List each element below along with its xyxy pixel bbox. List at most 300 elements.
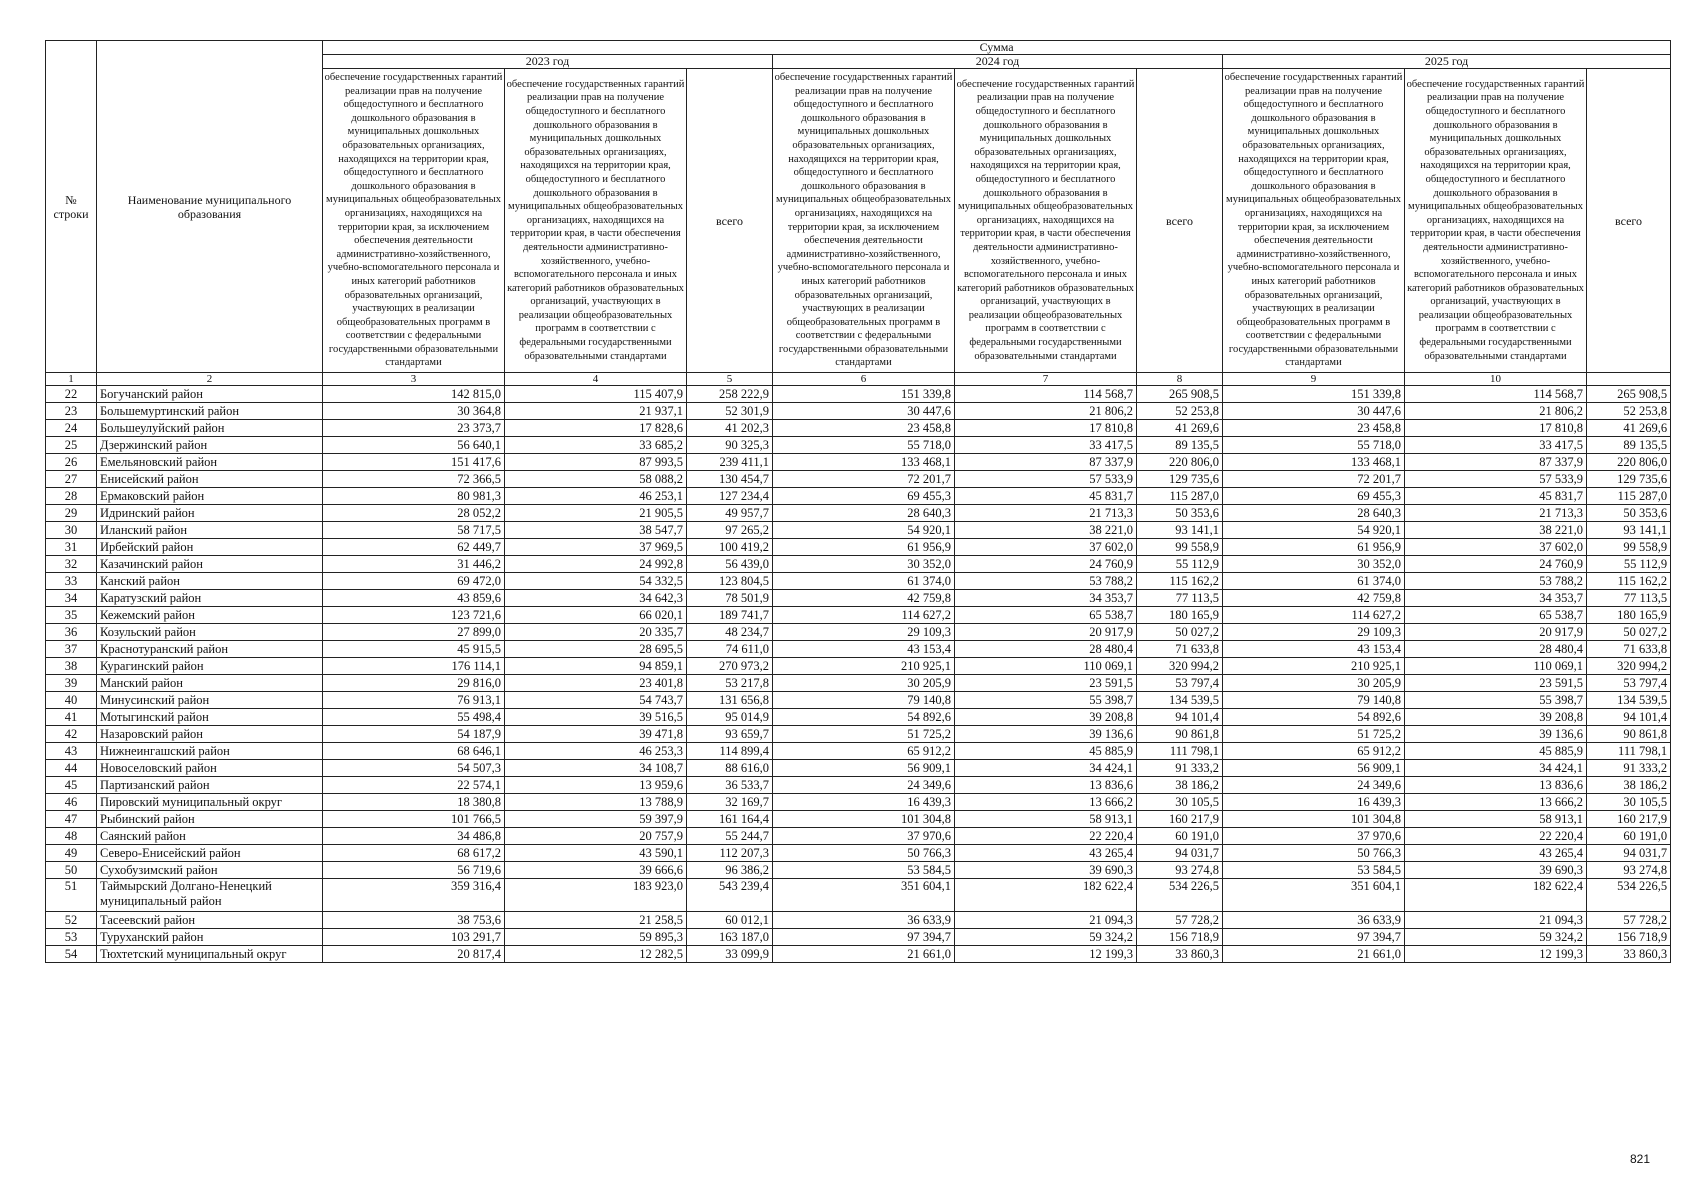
amount-cell: 37 970,6 xyxy=(1223,828,1405,845)
amount-cell: 59 895,3 xyxy=(505,929,687,946)
amount-cell: 28 640,3 xyxy=(773,505,955,522)
amount-cell: 161 164,4 xyxy=(687,811,773,828)
amount-cell: 77 113,5 xyxy=(1587,590,1671,607)
amount-cell: 50 353,6 xyxy=(1137,505,1223,522)
amount-cell: 33 685,2 xyxy=(505,437,687,454)
amount-cell: 37 970,6 xyxy=(773,828,955,845)
amount-cell: 39 136,6 xyxy=(1405,726,1587,743)
amount-cell: 22 574,1 xyxy=(323,777,505,794)
amount-cell: 39 666,6 xyxy=(505,862,687,879)
municipality-name: Козульский район xyxy=(97,624,323,641)
amount-cell: 127 234,4 xyxy=(687,488,773,505)
amount-cell: 23 591,5 xyxy=(955,675,1137,692)
amount-cell: 543 239,4 xyxy=(687,879,773,912)
amount-cell: 114 899,4 xyxy=(687,743,773,760)
amount-cell: 96 386,2 xyxy=(687,862,773,879)
amount-cell: 30 364,8 xyxy=(323,403,505,420)
amount-cell: 39 690,3 xyxy=(1405,862,1587,879)
amount-cell: 60 191,0 xyxy=(1137,828,1223,845)
amount-cell: 29 109,3 xyxy=(1223,624,1405,641)
amount-cell: 97 394,7 xyxy=(1223,929,1405,946)
amount-cell: 59 397,9 xyxy=(505,811,687,828)
amount-cell: 90 325,3 xyxy=(687,437,773,454)
amount-cell: 28 052,2 xyxy=(323,505,505,522)
amount-cell: 39 516,5 xyxy=(505,709,687,726)
amount-cell: 112 207,3 xyxy=(687,845,773,862)
amount-cell: 142 815,0 xyxy=(323,386,505,403)
amount-cell: 24 760,9 xyxy=(1405,556,1587,573)
amount-cell: 54 507,3 xyxy=(323,760,505,777)
col-number: 7 xyxy=(955,373,1137,386)
amount-cell: 91 333,2 xyxy=(1137,760,1223,777)
amount-cell: 89 135,5 xyxy=(1587,437,1671,454)
amount-cell: 60 191,0 xyxy=(1587,828,1671,845)
amount-cell: 20 817,4 xyxy=(323,946,505,963)
header-col-b-2024: обеспечение государственных гарантий реализации прав на получение общедоступного и бесплатного дошкольного образования в муниципальных дошкольных образовательных организациях, находящихся на территории края, общедоступного и бесплатного дошкольного образования в муниципальных общеобразовательных организациях, находящихся на территории края, в части обеспечения деятельности административно-хозяйственного, учебно-вспомогательного персонала и иных категорий работников образовательных организаций, участвующих в реализации общеобразовательных программ в соответствии с федеральными государственными образовательными стандартами xyxy=(955,69,1137,373)
municipality-name: Иланский район xyxy=(97,522,323,539)
municipality-name: Каратузский район xyxy=(97,590,323,607)
amount-cell: 16 439,3 xyxy=(1223,794,1405,811)
amount-cell: 43 859,6 xyxy=(323,590,505,607)
municipality-name: Пировский муниципальный округ xyxy=(97,794,323,811)
amount-cell: 115 407,9 xyxy=(505,386,687,403)
amount-cell: 43 590,1 xyxy=(505,845,687,862)
amount-cell: 115 287,0 xyxy=(1587,488,1671,505)
amount-cell: 39 471,8 xyxy=(505,726,687,743)
amount-cell: 115 162,2 xyxy=(1587,573,1671,590)
amount-cell: 58 717,5 xyxy=(323,522,505,539)
amount-cell: 28 640,3 xyxy=(1223,505,1405,522)
amount-cell: 46 253,1 xyxy=(505,488,687,505)
amount-cell: 110 069,1 xyxy=(1405,658,1587,675)
amount-cell: 79 140,8 xyxy=(1223,692,1405,709)
amount-cell: 30 447,6 xyxy=(1223,403,1405,420)
amount-cell: 156 718,9 xyxy=(1137,929,1223,946)
municipality-name: Идринский район xyxy=(97,505,323,522)
budget-table xyxy=(45,40,1671,963)
amount-cell: 180 165,9 xyxy=(1587,607,1671,624)
row-number: 39 xyxy=(46,675,97,692)
amount-cell: 24 760,9 xyxy=(955,556,1137,573)
amount-cell: 55 718,0 xyxy=(1223,437,1405,454)
amount-cell: 87 337,9 xyxy=(955,454,1137,471)
header-total-2025: всего xyxy=(1587,69,1671,373)
amount-cell: 114 627,2 xyxy=(773,607,955,624)
amount-cell: 12 282,5 xyxy=(505,946,687,963)
amount-cell: 55 112,9 xyxy=(1587,556,1671,573)
table-row xyxy=(46,386,1671,403)
amount-cell: 41 269,6 xyxy=(1587,420,1671,437)
amount-cell: 65 912,2 xyxy=(1223,743,1405,760)
municipality-name: Краснотуранский район xyxy=(97,641,323,658)
table-row xyxy=(46,573,1671,590)
table-row xyxy=(46,454,1671,471)
amount-cell: 55 244,7 xyxy=(687,828,773,845)
amount-cell: 18 380,8 xyxy=(323,794,505,811)
amount-cell: 239 411,1 xyxy=(687,454,773,471)
amount-cell: 66 020,1 xyxy=(505,607,687,624)
table-row xyxy=(46,794,1671,811)
row-number: 47 xyxy=(46,811,97,828)
amount-cell: 58 913,1 xyxy=(1405,811,1587,828)
amount-cell: 53 584,5 xyxy=(1223,862,1405,879)
amount-cell: 52 253,8 xyxy=(1587,403,1671,420)
municipality-name: Богучанский район xyxy=(97,386,323,403)
amount-cell: 13 666,2 xyxy=(1405,794,1587,811)
amount-cell: 13 666,2 xyxy=(955,794,1137,811)
amount-cell: 151 417,6 xyxy=(323,454,505,471)
amount-cell: 53 788,2 xyxy=(1405,573,1587,590)
amount-cell: 30 352,0 xyxy=(773,556,955,573)
amount-cell: 320 994,2 xyxy=(1137,658,1223,675)
row-number: 23 xyxy=(46,403,97,420)
amount-cell: 30 105,5 xyxy=(1137,794,1223,811)
amount-cell: 130 454,7 xyxy=(687,471,773,488)
amount-cell: 57 728,2 xyxy=(1587,912,1671,929)
table-row xyxy=(46,743,1671,760)
row-number: 24 xyxy=(46,420,97,437)
amount-cell: 72 201,7 xyxy=(1223,471,1405,488)
row-number: 31 xyxy=(46,539,97,556)
amount-cell: 53 584,5 xyxy=(773,862,955,879)
amount-cell: 33 417,5 xyxy=(955,437,1137,454)
municipality-name: Туруханский район xyxy=(97,929,323,946)
amount-cell: 351 604,1 xyxy=(1223,879,1405,912)
amount-cell: 265 908,5 xyxy=(1137,386,1223,403)
header-total-2024: всего xyxy=(1137,69,1223,373)
amount-cell: 23 373,7 xyxy=(323,420,505,437)
amount-cell: 90 861,8 xyxy=(1587,726,1671,743)
table-row xyxy=(46,862,1671,879)
amount-cell: 133 468,1 xyxy=(773,454,955,471)
header-mun-name: Наименование муниципального образования xyxy=(97,41,323,373)
municipality-name: Тюхтетский муниципальный округ xyxy=(97,946,323,963)
col-number: 5 xyxy=(687,373,773,386)
table-row xyxy=(46,845,1671,862)
header-col-b-2025: обеспечение государственных гарантий реализации прав на получение общедоступного и бесплатного дошкольного образования в муниципальных дошкольных образовательных организациях, находящихся на территории края, общедоступного и бесплатного дошкольного образования в муниципальных общеобразовательных организациях, находящихся на территории края, в части обеспечения деятельности административно-хозяйственного, учебно-вспомогательного персонала и иных категорий работников образовательных организаций, участвующих в реализации общеобразовательных программ в соответствии с федеральными государственными образовательными стандартами xyxy=(1405,69,1587,373)
amount-cell: 43 153,4 xyxy=(773,641,955,658)
row-number: 33 xyxy=(46,573,97,590)
row-number: 34 xyxy=(46,590,97,607)
amount-cell: 94 101,4 xyxy=(1587,709,1671,726)
amount-cell: 534 226,5 xyxy=(1587,879,1671,912)
amount-cell: 22 220,4 xyxy=(1405,828,1587,845)
table-row xyxy=(46,929,1671,946)
page-number: 821 xyxy=(1630,1152,1651,1166)
col-number: 1 xyxy=(46,373,97,386)
amount-cell: 69 455,3 xyxy=(773,488,955,505)
amount-cell: 359 316,4 xyxy=(323,879,505,912)
amount-cell: 76 913,1 xyxy=(323,692,505,709)
table-row xyxy=(46,420,1671,437)
amount-cell: 36 633,9 xyxy=(773,912,955,929)
amount-cell: 17 810,8 xyxy=(955,420,1137,437)
amount-cell: 95 014,9 xyxy=(687,709,773,726)
amount-cell: 93 274,8 xyxy=(1137,862,1223,879)
amount-cell: 131 656,8 xyxy=(687,692,773,709)
amount-cell: 43 153,4 xyxy=(1223,641,1405,658)
table-row xyxy=(46,556,1671,573)
amount-cell: 182 622,4 xyxy=(1405,879,1587,912)
amount-cell: 41 202,3 xyxy=(687,420,773,437)
amount-cell: 55 718,0 xyxy=(773,437,955,454)
header-year-2023: 2023 год xyxy=(323,55,773,69)
amount-cell: 57 728,2 xyxy=(1137,912,1223,929)
table-row xyxy=(46,539,1671,556)
amount-cell: 45 831,7 xyxy=(1405,488,1587,505)
amount-cell: 52 301,9 xyxy=(687,403,773,420)
table-body xyxy=(46,386,1671,963)
col-number: 6 xyxy=(773,373,955,386)
amount-cell: 53 217,8 xyxy=(687,675,773,692)
table-row xyxy=(46,912,1671,929)
amount-cell: 34 353,7 xyxy=(955,590,1137,607)
amount-cell: 41 269,6 xyxy=(1137,420,1223,437)
amount-cell: 163 187,0 xyxy=(687,929,773,946)
amount-cell: 220 806,0 xyxy=(1137,454,1223,471)
amount-cell: 30 205,9 xyxy=(1223,675,1405,692)
amount-cell: 45 885,9 xyxy=(1405,743,1587,760)
amount-cell: 54 892,6 xyxy=(773,709,955,726)
amount-cell: 53 797,4 xyxy=(1587,675,1671,692)
municipality-name: Партизанский район xyxy=(97,777,323,794)
table-row xyxy=(46,946,1671,963)
header-col-a-2023: обеспечение государственных гарантий реализации прав на получение общедоступного и бесплатного дошкольного образования в муниципальных дошкольных образовательных организациях, находящихся на территории края, общедоступного и бесплатного дошкольного образования в муниципальных общеобразовательных организациях, находящихся на территории края, за исключением обеспечения деятельности административно-хозяйственного, учебно-вспомогательного персонала и иных категорий работников образовательных организаций, участвующих в реализации общеобразовательных программ в соответствии с федеральными государственными образовательными стандартами xyxy=(323,69,505,373)
header-row-no: № строки xyxy=(46,41,97,373)
amount-cell: 23 458,8 xyxy=(1223,420,1405,437)
table-row xyxy=(46,505,1671,522)
amount-cell: 38 221,0 xyxy=(1405,522,1587,539)
row-number: 44 xyxy=(46,760,97,777)
amount-cell: 99 558,9 xyxy=(1587,539,1671,556)
amount-cell: 134 539,5 xyxy=(1137,692,1223,709)
row-number: 40 xyxy=(46,692,97,709)
municipality-name: Нижнеингашский район xyxy=(97,743,323,760)
amount-cell: 57 533,9 xyxy=(1405,471,1587,488)
amount-cell: 71 633,8 xyxy=(1137,641,1223,658)
row-number: 27 xyxy=(46,471,97,488)
amount-cell: 101 304,8 xyxy=(1223,811,1405,828)
amount-cell: 100 419,2 xyxy=(687,539,773,556)
amount-cell: 42 759,8 xyxy=(773,590,955,607)
amount-cell: 65 912,2 xyxy=(773,743,955,760)
amount-cell: 94 031,7 xyxy=(1587,845,1671,862)
amount-cell: 58 088,2 xyxy=(505,471,687,488)
amount-cell: 220 806,0 xyxy=(1587,454,1671,471)
amount-cell: 351 604,1 xyxy=(773,879,955,912)
municipality-name: Курагинский район xyxy=(97,658,323,675)
amount-cell: 30 105,5 xyxy=(1587,794,1671,811)
amount-cell: 51 725,2 xyxy=(1223,726,1405,743)
row-number: 30 xyxy=(46,522,97,539)
amount-cell: 50 353,6 xyxy=(1587,505,1671,522)
amount-cell: 53 788,2 xyxy=(955,573,1137,590)
municipality-name: Минусинский район xyxy=(97,692,323,709)
amount-cell: 33 860,3 xyxy=(1137,946,1223,963)
col-number: 10 xyxy=(1405,373,1587,386)
amount-cell: 36 533,7 xyxy=(687,777,773,794)
row-number: 45 xyxy=(46,777,97,794)
amount-cell: 69 455,3 xyxy=(1223,488,1405,505)
table-row xyxy=(46,760,1671,777)
amount-cell: 59 324,2 xyxy=(955,929,1137,946)
table-row xyxy=(46,624,1671,641)
amount-cell: 101 304,8 xyxy=(773,811,955,828)
amount-cell: 23 458,8 xyxy=(773,420,955,437)
col-number: 2 xyxy=(97,373,323,386)
row-number: 52 xyxy=(46,912,97,929)
table-row xyxy=(46,488,1671,505)
amount-cell: 22 220,4 xyxy=(955,828,1137,845)
table-row xyxy=(46,590,1671,607)
amount-cell: 110 069,1 xyxy=(955,658,1137,675)
amount-cell: 31 446,2 xyxy=(323,556,505,573)
table-row xyxy=(46,403,1671,420)
amount-cell: 21 713,3 xyxy=(1405,505,1587,522)
amount-cell: 13 836,6 xyxy=(955,777,1137,794)
amount-cell: 103 291,7 xyxy=(323,929,505,946)
row-number: 22 xyxy=(46,386,97,403)
municipality-name: Мотыгинский район xyxy=(97,709,323,726)
amount-cell: 55 498,4 xyxy=(323,709,505,726)
amount-cell: 21 094,3 xyxy=(1405,912,1587,929)
col-number: 8 xyxy=(1137,373,1223,386)
col-number: 3 xyxy=(323,373,505,386)
amount-cell: 34 353,7 xyxy=(1405,590,1587,607)
amount-cell: 56 640,1 xyxy=(323,437,505,454)
document-page xyxy=(45,40,1668,963)
row-number: 54 xyxy=(46,946,97,963)
amount-cell: 93 141,1 xyxy=(1587,522,1671,539)
row-number: 49 xyxy=(46,845,97,862)
amount-cell: 134 539,5 xyxy=(1587,692,1671,709)
amount-cell: 28 695,5 xyxy=(505,641,687,658)
col-number: 9 xyxy=(1223,373,1405,386)
municipality-name: Северо-Енисейский район xyxy=(97,845,323,862)
municipality-name: Кежемский район xyxy=(97,607,323,624)
amount-cell: 99 558,9 xyxy=(1137,539,1223,556)
amount-cell: 111 798,1 xyxy=(1587,743,1671,760)
col-number: 4 xyxy=(505,373,687,386)
amount-cell: 45 831,7 xyxy=(955,488,1137,505)
table-row xyxy=(46,726,1671,743)
amount-cell: 87 993,5 xyxy=(505,454,687,471)
amount-cell: 54 920,1 xyxy=(1223,522,1405,539)
amount-cell: 265 908,5 xyxy=(1587,386,1671,403)
amount-cell: 29 109,3 xyxy=(773,624,955,641)
amount-cell: 60 012,1 xyxy=(687,912,773,929)
table-row xyxy=(46,675,1671,692)
amount-cell: 90 861,8 xyxy=(1137,726,1223,743)
row-number: 38 xyxy=(46,658,97,675)
amount-cell: 97 394,7 xyxy=(773,929,955,946)
amount-cell: 37 602,0 xyxy=(955,539,1137,556)
amount-cell: 56 909,1 xyxy=(1223,760,1405,777)
amount-cell: 32 169,7 xyxy=(687,794,773,811)
amount-cell: 21 258,5 xyxy=(505,912,687,929)
amount-cell: 21 806,2 xyxy=(955,403,1137,420)
amount-cell: 23 591,5 xyxy=(1405,675,1587,692)
amount-cell: 17 828,6 xyxy=(505,420,687,437)
amount-cell: 270 973,2 xyxy=(687,658,773,675)
amount-cell: 71 633,8 xyxy=(1587,641,1671,658)
table-row xyxy=(46,607,1671,624)
amount-cell: 16 439,3 xyxy=(773,794,955,811)
amount-cell: 39 208,8 xyxy=(1405,709,1587,726)
amount-cell: 59 324,2 xyxy=(1405,929,1587,946)
amount-cell: 50 027,2 xyxy=(1137,624,1223,641)
amount-cell: 114 568,7 xyxy=(955,386,1137,403)
municipality-name: Большеулуйский район xyxy=(97,420,323,437)
amount-cell: 38 186,2 xyxy=(1587,777,1671,794)
amount-cell: 88 616,0 xyxy=(687,760,773,777)
amount-cell: 52 253,8 xyxy=(1137,403,1223,420)
amount-cell: 210 925,1 xyxy=(1223,658,1405,675)
amount-cell: 23 401,8 xyxy=(505,675,687,692)
amount-cell: 80 981,3 xyxy=(323,488,505,505)
table-row xyxy=(46,522,1671,539)
amount-cell: 28 480,4 xyxy=(955,641,1137,658)
amount-cell: 156 718,9 xyxy=(1587,929,1671,946)
amount-cell: 56 909,1 xyxy=(773,760,955,777)
amount-cell: 93 274,8 xyxy=(1587,862,1671,879)
municipality-name: Рыбинский район xyxy=(97,811,323,828)
amount-cell: 51 725,2 xyxy=(773,726,955,743)
amount-cell: 94 859,1 xyxy=(505,658,687,675)
amount-cell: 21 937,1 xyxy=(505,403,687,420)
amount-cell: 36 633,9 xyxy=(1223,912,1405,929)
amount-cell: 13 836,6 xyxy=(1405,777,1587,794)
row-number: 32 xyxy=(46,556,97,573)
amount-cell: 50 766,3 xyxy=(773,845,955,862)
col-number-extra xyxy=(1587,373,1671,386)
municipality-name: Новоселовский район xyxy=(97,760,323,777)
amount-cell: 93 141,1 xyxy=(1137,522,1223,539)
table-row xyxy=(46,471,1671,488)
amount-cell: 21 094,3 xyxy=(955,912,1137,929)
header-col-a-2024: обеспечение государственных гарантий реализации прав на получение общедоступного и бесплатного дошкольного образования в муниципальных дошкольных образовательных организациях, находящихся на территории края, общедоступного и бесплатного дошкольного образования в муниципальных общеобразовательных организациях, находящихся на территории края, за исключением обеспечения деятельности административно-хозяйственного, учебно-вспомогательного персонала и иных категорий работников образовательных организаций, участвующих в реализации общеобразовательных программ в соответствии с федеральными государственными образовательными стандартами xyxy=(773,69,955,373)
amount-cell: 94 101,4 xyxy=(1137,709,1223,726)
amount-cell: 21 713,3 xyxy=(955,505,1137,522)
amount-cell: 33 099,9 xyxy=(687,946,773,963)
amount-cell: 151 339,8 xyxy=(1223,386,1405,403)
amount-cell: 55 112,9 xyxy=(1137,556,1223,573)
municipality-name: Ирбейский район xyxy=(97,539,323,556)
amount-cell: 61 956,9 xyxy=(1223,539,1405,556)
amount-cell: 53 797,4 xyxy=(1137,675,1223,692)
municipality-name: Таймырский Долгано-Ненецкий муниципальный район xyxy=(97,879,323,912)
municipality-name: Емельяновский район xyxy=(97,454,323,471)
table-row xyxy=(46,811,1671,828)
amount-cell: 78 501,9 xyxy=(687,590,773,607)
amount-cell: 24 992,8 xyxy=(505,556,687,573)
amount-cell: 189 741,7 xyxy=(687,607,773,624)
amount-cell: 62 449,7 xyxy=(323,539,505,556)
row-number: 46 xyxy=(46,794,97,811)
amount-cell: 111 798,1 xyxy=(1137,743,1223,760)
amount-cell: 55 398,7 xyxy=(955,692,1137,709)
amount-cell: 115 287,0 xyxy=(1137,488,1223,505)
municipality-name: Назаровский район xyxy=(97,726,323,743)
table-row xyxy=(46,658,1671,675)
row-number: 28 xyxy=(46,488,97,505)
amount-cell: 65 538,7 xyxy=(955,607,1137,624)
amount-cell: 54 187,9 xyxy=(323,726,505,743)
header-col-b-2023: обеспечение государственных гарантий реализации прав на получение общедоступного и бесплатного дошкольного образования в муниципальных дошкольных образовательных организациях, находящихся на территории края, общедоступного и бесплатного дошкольного образования в муниципальных общеобразовательных организациях, находящихся на территории края, в части обеспечения деятельности административно-хозяйственного, учебно-вспомогательного персонала и иных категорий работников образовательных организаций, участвующих в реализации общеобразовательных программ в соответствии с федеральными государственными образовательными стандартами xyxy=(505,69,687,373)
amount-cell: 30 352,0 xyxy=(1223,556,1405,573)
amount-cell: 20 917,9 xyxy=(955,624,1137,641)
amount-cell: 39 136,6 xyxy=(955,726,1137,743)
